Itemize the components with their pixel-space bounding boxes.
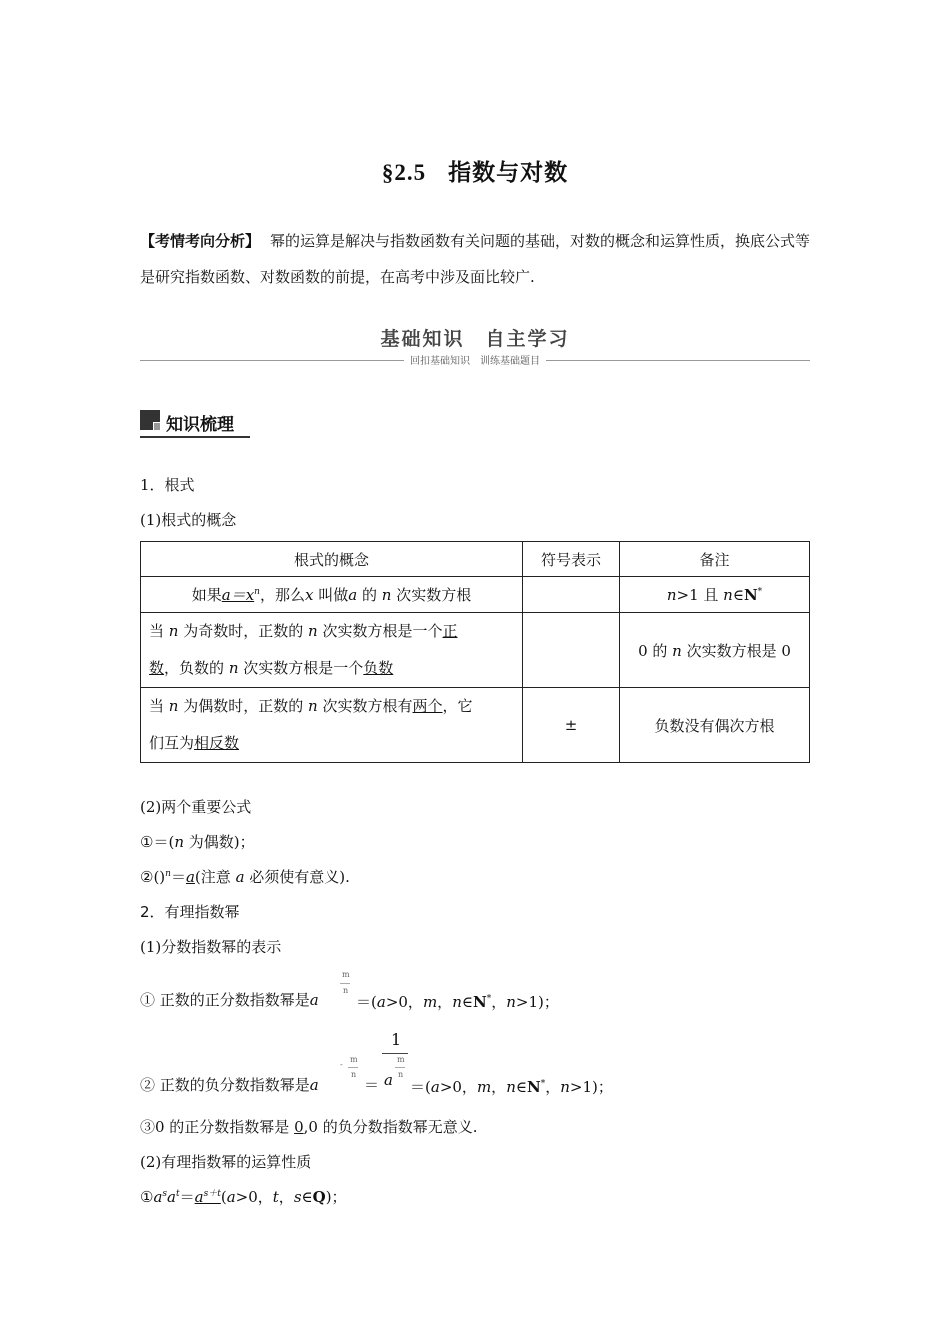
exponent-numerator: m	[350, 1055, 358, 1064]
table-header-row	[141, 542, 810, 577]
banner-subtitle	[0, 352, 950, 367]
formula-2: ②()$^n$＝a(注意 a 必须使有意义).	[140, 868, 350, 886]
intro-tag: 【考情考向分析】	[140, 232, 261, 250]
fraction-exponent-item-1-condition: ＝(a>0，m，n∈N*，n>1)；	[356, 993, 559, 1011]
exponent-numerator: m	[397, 1055, 405, 1064]
exponent-fraction-bar	[340, 983, 350, 984]
fraction-numerator-one: 1	[391, 1030, 402, 1049]
section-number: §2.5	[381, 160, 427, 185]
formulas-heading: (2)两个重要公式	[140, 798, 252, 816]
section-label: 知识梳理	[166, 415, 234, 435]
banner-subtitle-text: 回扣基础知识 训练基础题目	[404, 356, 546, 367]
banner-title: 基础知识 自主学习	[380, 328, 570, 350]
heading-radicals: 1．根式	[140, 476, 195, 494]
fraction-exponent-item-1: ① 正数的正分数指数幂是a	[140, 991, 319, 1009]
table-cell-symbol	[523, 613, 620, 688]
fraction-exponent-item-3: ③0 的正分数指数幂是 0,0 的负分数指数幂无意义.	[140, 1118, 478, 1136]
intro-paragraph	[140, 223, 812, 295]
table-cell-symbol	[523, 577, 620, 613]
table-header-cell: 符号表示	[523, 542, 620, 577]
fraction-exponent-item-2: ② 正数的负分数指数幂是a	[140, 1076, 319, 1094]
table-header-cell: 备注	[620, 542, 810, 577]
table-cell-note: n>1 且 n∈N*	[620, 577, 810, 613]
radical-table	[140, 541, 810, 763]
exponent-denominator: n	[351, 1070, 357, 1079]
fraction-exponent-item-2-condition: ＝(a>0，m，n∈N*，n>1)；	[410, 1078, 613, 1096]
equals-sign: ＝	[364, 1076, 380, 1094]
table-cell-note: 负数没有偶次方根	[620, 688, 810, 763]
exponent-denominator: n	[398, 1070, 404, 1079]
table-cell-note: 0 的 n 次实数方根是 0	[620, 613, 810, 688]
intro-text: 幂的运算是解决与指数函数有关问题的基础，对数的概念和运算性质，换底公式等是研究指数函数、对数函数的前提，在高考中涉及面比较广.	[140, 232, 811, 286]
heading-rational-exponents: 2．有理指数幂	[140, 903, 240, 921]
section-title: 指数与对数	[448, 160, 569, 186]
subheading-radical-concept: (1)根式的概念	[140, 511, 237, 529]
exponent-numerator: m	[342, 970, 350, 979]
table-header-cell: 根式的概念	[141, 542, 523, 577]
table-row	[141, 577, 810, 613]
table-cell-concept: 如果$a=x^n$，那么x 叫做a 的 n 次实数方根	[141, 577, 523, 613]
property-1: $①a^sa^t=a^{s+t}(a>0$，t，s∈Q)；	[140, 1188, 347, 1206]
exponent-fraction-bar	[348, 1067, 358, 1068]
table-cell-concept: 当 n 为偶数时，正数的 n 次实数方根有两个，它 们互为相反数	[141, 688, 523, 763]
table-cell-symbol: ±	[523, 688, 620, 763]
properties-heading: (2)有理指数幂的运算性质	[140, 1153, 312, 1171]
fraction-bar	[382, 1053, 408, 1054]
subheading-fraction-exponents: (1)分数指数幂的表示	[140, 938, 282, 956]
table-row	[141, 688, 810, 763]
exponent-denominator: n	[343, 986, 349, 995]
exponent-fraction-bar	[395, 1067, 405, 1068]
formula-1: ①＝(n 为偶数)；	[140, 833, 255, 851]
page-title	[0, 154, 950, 187]
fraction-denominator-base: a	[384, 1071, 393, 1089]
section-square-icon	[140, 410, 160, 430]
table-cell-concept: 当 n 为奇数时，正数的 n 次实数方根是一个正 数，负数的 n 次实数方根是一个负数	[141, 613, 523, 688]
table-row	[141, 613, 810, 688]
exponent-minus: -	[340, 1060, 343, 1069]
